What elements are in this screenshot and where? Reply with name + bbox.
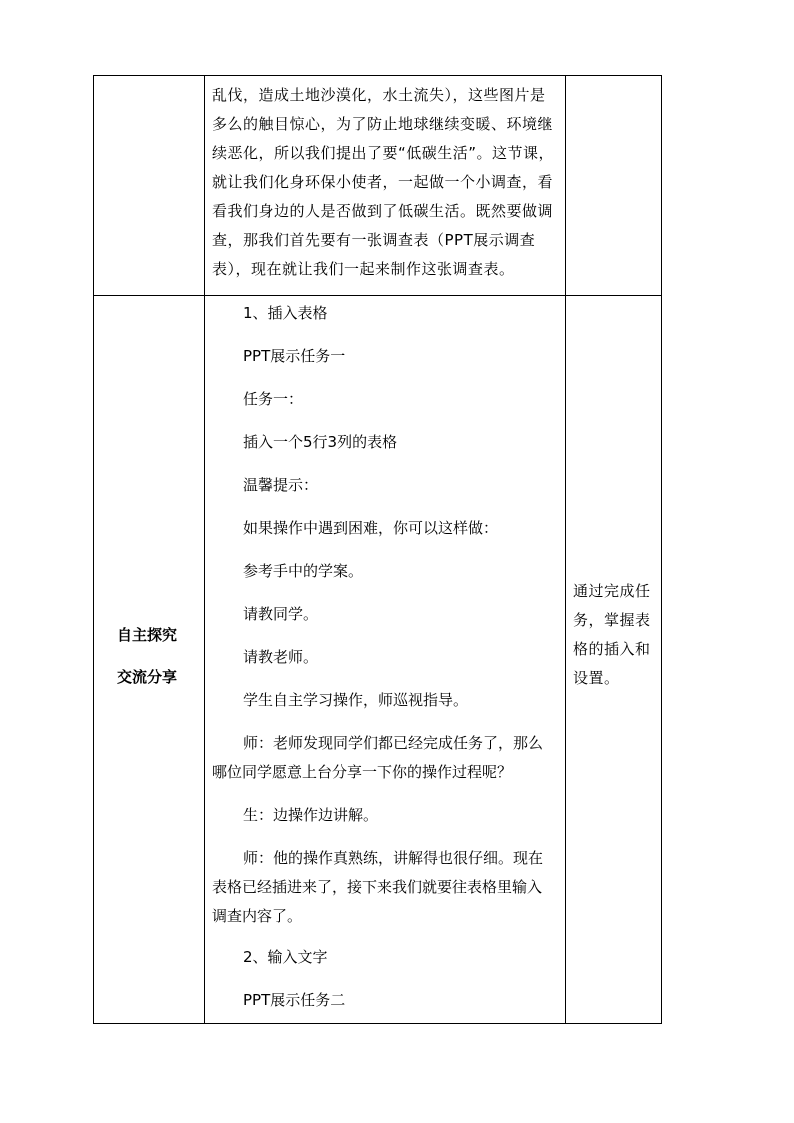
table-row-divider [93, 295, 662, 296]
tip-option: 参考手中的学案。 [243, 562, 364, 580]
tip-option: 请教老师。 [243, 648, 319, 666]
stage-label-line1: 自主探究 [117, 626, 178, 644]
tip-option: 请教同学。 [243, 605, 319, 623]
table-divider-1 [204, 75, 205, 1024]
paragraph-line: 看我们身边的人是否做到了低碳生活。既然要做调 [212, 202, 554, 220]
goal-line: 格的插入和 [573, 640, 651, 658]
tip-description: 如果操作中遇到困难，你可以这样做： [243, 519, 499, 537]
teacher-line: 哪位同学愿意上台分享一下你的操作过程呢？ [212, 763, 513, 781]
teacher-line: 师：老师发现同学们都已经完成任务了，那么 [243, 734, 544, 752]
table-border-left [93, 75, 94, 1024]
table-border-right [661, 75, 662, 1024]
paragraph-line: 乱伐，造成土地沙漠化，水土流失），这些图片是 [212, 86, 546, 104]
table-border-top [93, 75, 662, 76]
paragraph-line: 表），现在就让我们一起来制作这张调查表。 [212, 260, 515, 278]
practice-note: 学生自主学习操作，师巡视指导。 [243, 691, 469, 709]
paragraph-line: 就让我们化身环保小使者，一起做一个小调查，看 [212, 173, 554, 191]
stage-label-line2: 交流分享 [117, 668, 178, 686]
paragraph-line: 续恶化，所以我们提出了要“低碳生活”。这节课， [212, 144, 555, 162]
teacher-line: 表格已经插进来了，接下来我们就要往表格里输入 [212, 878, 543, 896]
student-line: 生：边操作边讲解。 [243, 806, 379, 824]
ppt-note: PPT展示任务一 [243, 347, 346, 365]
teacher-line: 师：他的操作真熟练，讲解得也很仔细。现在 [243, 849, 544, 867]
paragraph-line: 查，那我们首先要有一张调查表（PPT展示调查 [212, 231, 536, 249]
task-description: 插入一个5行3列的表格 [243, 433, 398, 451]
ppt-note: PPT展示任务二 [243, 991, 346, 1009]
step-heading: 2、输入文字 [243, 948, 328, 966]
goal-line: 设置。 [573, 669, 620, 687]
teacher-line: 调查内容了。 [212, 907, 303, 925]
table-border-bottom [93, 1023, 662, 1024]
tip-label: 温馨提示： [243, 476, 319, 494]
paragraph-line: 多么的触目惊心，为了防止地球继续变暖、环境继 [212, 115, 554, 133]
goal-line: 务，掌握表 [573, 611, 651, 629]
step-heading: 1、插入表格 [243, 304, 328, 322]
task-label: 任务一： [243, 390, 304, 408]
goal-line: 通过完成任 [573, 582, 651, 600]
table-divider-2 [565, 75, 566, 1024]
